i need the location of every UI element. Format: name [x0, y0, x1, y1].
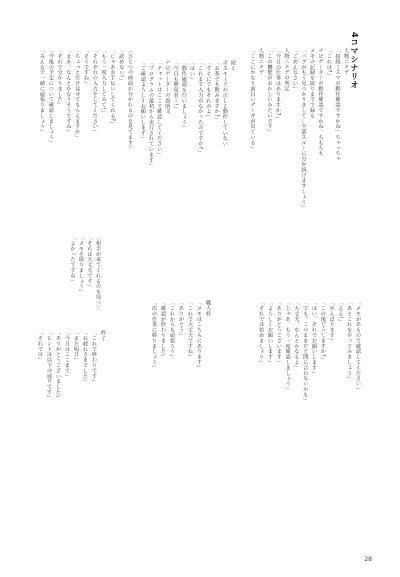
text-line: 「接続ミスマの動作確認ですかね」ちゃっちゃ [334, 48, 341, 162]
text-line: 「ちょっとだけ見せてもらえますか」 [74, 48, 81, 140]
text-line: 続く [230, 60, 236, 71]
text-line: 「まあ、なんとかなりそうですね」 [65, 48, 72, 135]
text-line: 「じゃあお手伝いしてくれる?」 [109, 48, 116, 127]
text-line: 「ごめんなさい」 [292, 48, 298, 92]
text-line: 「よかったですね」 [69, 235, 76, 284]
text-line: 「次の作業に移りましょう」 [151, 300, 157, 371]
text-line: 「この後どうしますか?」 [319, 300, 326, 363]
text-line: 「これは?」 [326, 48, 332, 78]
text-line: 「ありがとう」 [178, 300, 184, 338]
text-line: 「ありがとうございます」 [275, 300, 282, 365]
text-line: 「これからも頑張ろう」 [169, 300, 175, 360]
text-line: 「動作確認を行いましょう」 [180, 60, 187, 131]
page-heading: 4コマシナリオ [350, 32, 359, 90]
text-line: 人物ニチデの判定 [283, 48, 290, 92]
text-line: 「あとこれをやってみましょう」 [346, 300, 353, 381]
text-line: 「今日も開発者ー!」 [172, 60, 179, 111]
text-line: 「よろしくお願いします」 [267, 300, 273, 365]
text-line: 「がんばります」 [328, 300, 335, 344]
text-line: 「この機能がおかしいみたいです」 [266, 48, 273, 135]
text-line: 「これまで入力がなかったのですか?」 [197, 60, 204, 155]
text-line: 「ここにかなり面白いデータが出ている」 [249, 48, 256, 151]
text-line: 「メモがあるので確認してください」 [355, 300, 361, 392]
text-line: 「確認が終わりました」 [160, 300, 166, 360]
text-line: ボスモードが正しく動作していない [221, 60, 228, 147]
text-line: 「お茶でも飲みますか?」 [213, 60, 220, 123]
text-line: 「今日の仕事はありますか?」 [275, 48, 281, 122]
text-line: メモの記録を取りまでで録る [309, 48, 315, 119]
text-line: 「また明日」 [73, 330, 79, 363]
text-line: ナビゲーターの動作確認ですかね。ちもちも [317, 48, 324, 156]
text-line: 終了 [100, 330, 106, 341]
text-line: 「バグがもう見つかりまして…全部スルーに分が続けますしょう」 [300, 48, 307, 210]
text-line: 「ええ!」 [337, 300, 344, 324]
text-line: 人物ニチデ [258, 48, 264, 75]
text-line: 「メモを取りましょう」 [78, 235, 84, 295]
text-line: 「これで大丈夫ですね」 [187, 300, 193, 360]
text-line: 「読めない!」 [118, 48, 125, 83]
text-line: 「それで分かりました」 [56, 48, 63, 108]
text-line: 「もう一度入力してみて!」 [100, 48, 107, 116]
text-line: 「今後の予定について確認しましょう」 [47, 48, 54, 146]
text-line: 「それでは始めましょう」 [258, 300, 265, 365]
text-line: 「ご確認よろしくお願いします」 [139, 60, 146, 141]
text-line: 「でも、このままだと間に合わないかも」 [302, 300, 309, 403]
text-line: 「みんなで一緒に頑張りましょう」 [39, 48, 45, 135]
text-line: 「すぐにでもそれのよ」 [205, 60, 212, 120]
text-line: 「はい」 [189, 60, 195, 82]
text-line: 「チャットはここで確認してください」 [156, 60, 163, 158]
text-line: 「それぞれの入力をしてください」 [91, 48, 98, 135]
text-line: 「じゃあ、もう一度確認しましょう」 [284, 300, 291, 392]
text-line: 「はい、それでお願いします」 [311, 300, 317, 376]
text-line: 「ありがとうございました」 [55, 330, 61, 401]
text-line: 「そうですね」 [83, 48, 89, 86]
text-line: 「プログラムの最初から実行されています」 [148, 60, 154, 168]
text-line: 「メモはこちらにあります」 [196, 300, 202, 371]
text-line: 「ヒントは以下の通りです」 [46, 330, 52, 401]
text-line: 「お疲れさまでした」 [82, 330, 88, 384]
text-line: 〈ひとつの画面が分かれるのを見てます〉 [127, 48, 133, 151]
text-line: 「それは大丈夫です」 [86, 235, 93, 289]
text-line: 〈相手が来てくれるのを待つ〉 [95, 235, 101, 311]
page-number: 28 [364, 556, 372, 563]
text-line: 職人枠 [205, 300, 211, 317]
text-line: 人物ニチデ [343, 48, 349, 75]
text-line: 「大丈夫、なんとかなるよ」 [293, 300, 300, 371]
text-line: 「それでは」 [37, 330, 43, 363]
text-line: 「これで終わりです」 [91, 330, 97, 384]
text-line: ナビゲーターの説明文 [164, 60, 171, 114]
text-line: 「今日はここまで」 [64, 330, 70, 379]
